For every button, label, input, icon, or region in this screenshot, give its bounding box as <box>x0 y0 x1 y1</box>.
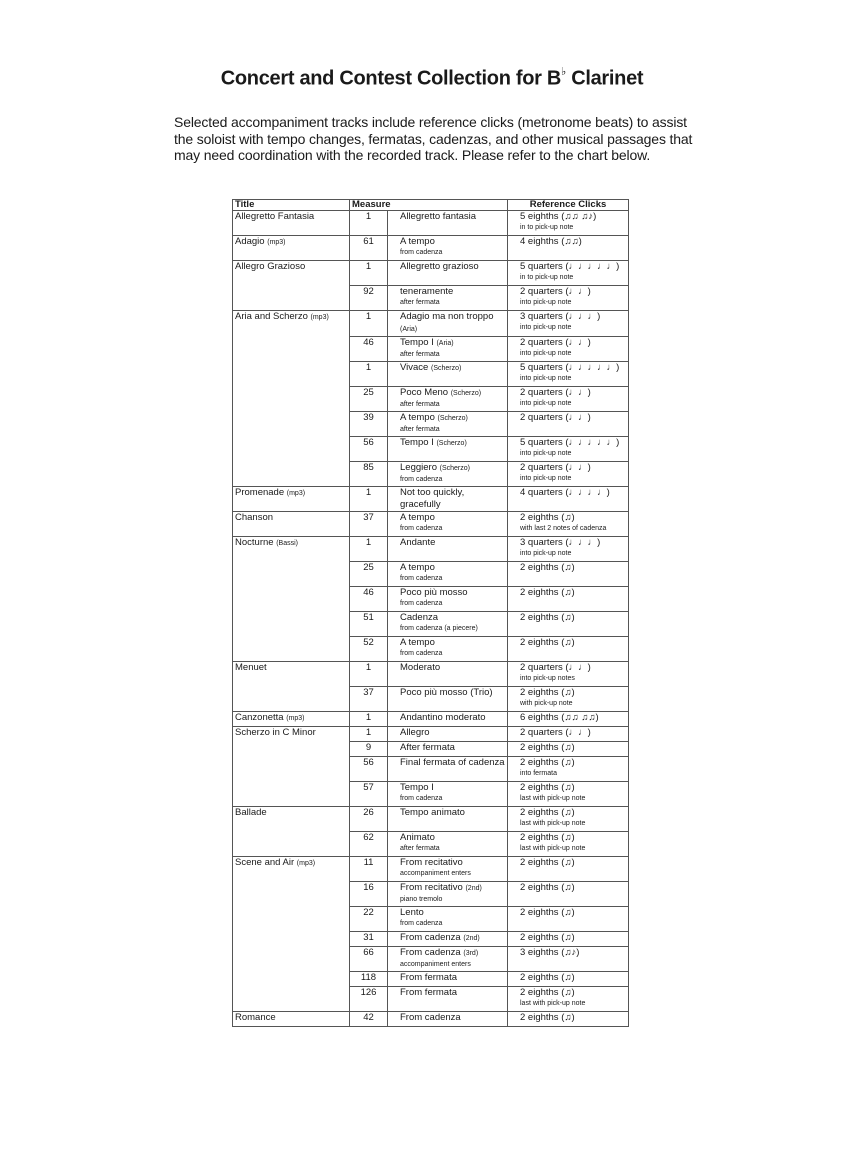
clicks-note: in to pick-up note <box>520 274 574 281</box>
clicks-note: last with pick-up note <box>520 845 586 852</box>
clicks-note: last with pick-up note <box>520 795 586 802</box>
passage-text: Andante <box>400 537 436 548</box>
passage-note: from cadenza <box>400 575 443 582</box>
reference-clicks-cell <box>508 387 629 412</box>
reference-clicks-cell <box>508 907 629 932</box>
passage-text: Not too quickly, gracefully <box>400 487 465 510</box>
reference-clicks-cell <box>508 512 629 537</box>
passage-text: A tempo <box>400 562 435 573</box>
table-row <box>233 857 629 882</box>
passage-cell <box>388 612 508 637</box>
measure-number: 1 <box>350 487 388 512</box>
piece-title <box>233 512 350 537</box>
clicks-text: 2 eighths (♫) <box>520 972 575 983</box>
clicks-note: into pick-up note <box>520 375 572 382</box>
reference-clicks-cell <box>508 537 629 562</box>
measure-number: 16 <box>350 882 388 907</box>
passage-text: Poco più mosso (Trio) <box>400 687 493 698</box>
passage-text: A tempo <box>400 236 435 247</box>
passage-tag: (2nd) <box>465 885 482 892</box>
clicks-note: last with pick-up note <box>520 820 586 827</box>
clicks-text: 2 quarters (♩♩) <box>520 286 591 297</box>
passage-text: Poco più mosso <box>400 587 468 598</box>
piece-title-text: Romance <box>235 1012 276 1023</box>
measure-number: 37 <box>350 512 388 537</box>
table-row <box>233 537 629 562</box>
reference-clicks-cell <box>508 782 629 807</box>
clicks-text: 2 eighths (♫) <box>520 757 575 768</box>
measure-number: 1 <box>350 211 388 236</box>
passage-text: Poco Meno <box>400 387 449 398</box>
passage-cell <box>388 932 508 947</box>
clicks-text: 2 quarters (♩♩) <box>520 387 591 398</box>
measure-number: 39 <box>350 412 388 437</box>
reference-clicks-cell <box>508 362 629 387</box>
piece-tag: (mp3) <box>267 239 286 246</box>
measure-number: 51 <box>350 612 388 637</box>
clicks-text: 2 eighths (♫) <box>520 857 575 868</box>
passage-text: Tempo I <box>400 437 434 448</box>
measure-number: 1 <box>350 662 388 687</box>
passage-cell <box>388 362 508 387</box>
passage-tag: (2nd) <box>463 935 480 942</box>
piece-title <box>233 857 350 1012</box>
clicks-text: 2 eighths (♫) <box>520 512 575 523</box>
passage-note: after fermata <box>400 351 440 358</box>
clicks-note: with last 2 notes of cadenza <box>520 525 607 532</box>
passage-text: Allegro <box>400 727 430 738</box>
passage-text: Lento <box>400 907 424 918</box>
passage-note: accompaniment enters <box>400 961 471 968</box>
passage-text: Adagio ma non troppo <box>400 311 494 322</box>
passage-text: Tempo I <box>400 337 434 348</box>
passage-cell <box>388 337 508 362</box>
header-reference-clicks: Reference Clicks <box>508 200 629 211</box>
piece-title <box>233 211 350 236</box>
passage-text: A tempo <box>400 637 435 648</box>
passage-cell <box>388 286 508 311</box>
measure-number: 31 <box>350 932 388 947</box>
clicks-text: 2 eighths (♫) <box>520 637 575 648</box>
passage-cell <box>388 261 508 286</box>
passage-text: From fermata <box>400 987 458 998</box>
reference-clicks-cell <box>508 757 629 782</box>
clicks-text: 6 eighths (♫♫ ♫♫) <box>520 712 599 723</box>
reference-clicks-cell <box>508 612 629 637</box>
clicks-note: into fermata <box>520 770 557 777</box>
clicks-text: 2 eighths (♫) <box>520 987 575 998</box>
clicks-text: 2 quarters (♩♩) <box>520 727 591 738</box>
clicks-text: 2 eighths (♫) <box>520 907 575 918</box>
reference-clicks-cell <box>508 587 629 612</box>
passage-text: From cadenza <box>400 1012 461 1023</box>
passage-note: from cadenza <box>400 476 443 483</box>
passage-tag: (Scherzo) <box>430 365 462 372</box>
passage-tag: (Aria) <box>400 326 418 333</box>
passage-tag: (Aria) <box>436 340 454 347</box>
passage-cell <box>388 757 508 782</box>
passage-note: piano tremolo <box>400 896 443 903</box>
reference-clicks-cell <box>508 987 629 1012</box>
passage-note: after fermata <box>400 845 440 852</box>
measure-number: 11 <box>350 857 388 882</box>
clicks-note: into pick-up note <box>520 324 572 331</box>
table-row <box>233 807 629 832</box>
clicks-text: 5 quarters (♩♩♩♩♩) <box>520 437 620 448</box>
passage-text: Vivace <box>400 362 429 373</box>
passage-note: from cadenza <box>400 600 443 607</box>
table-row <box>233 727 629 742</box>
reference-clicks-cell <box>508 562 629 587</box>
table-row <box>233 662 629 687</box>
clicks-text: 2 eighths (♫) <box>520 687 575 698</box>
clicks-note: last with pick-up note <box>520 1000 586 1007</box>
passage-cell <box>388 972 508 987</box>
passage-cell <box>388 236 508 261</box>
reference-clicks-cell <box>508 857 629 882</box>
passage-cell <box>388 832 508 857</box>
reference-clicks-cell <box>508 972 629 987</box>
measure-number: 62 <box>350 832 388 857</box>
clicks-text: 4 quarters (♩♩♩♩) <box>520 487 610 498</box>
intro-paragraph: Selected accompaniment tracks include reference clicks (metronome beats) to assist the soloist with tempo changes, fermatas, cadenzas, and other musical passages that may need coordination with the recorded track. Please refer to the chart below. <box>174 114 693 163</box>
measure-number: 1 <box>350 362 388 387</box>
passage-note: from cadenza <box>400 249 443 256</box>
passage-cell <box>388 1012 508 1027</box>
piece-title-text: Ballade <box>235 807 267 818</box>
clicks-note: with pick-up note <box>520 700 573 707</box>
passage-note: after fermata <box>400 401 440 408</box>
passage-text: Andantino moderato <box>400 712 486 723</box>
passage-cell <box>388 512 508 537</box>
clicks-text: 2 eighths (♫) <box>520 807 575 818</box>
measure-number: 46 <box>350 587 388 612</box>
passage-tag: (3rd) <box>463 950 479 957</box>
passage-text: A tempo <box>400 412 435 423</box>
passage-tag: (Scherzo) <box>436 440 467 447</box>
passage-note: from cadenza <box>400 795 443 802</box>
passage-cell <box>388 462 508 487</box>
measure-number: 1 <box>350 537 388 562</box>
reference-clicks-cell <box>508 462 629 487</box>
clicks-text: 5 quarters (♩♩♩♩♩) <box>520 362 620 373</box>
passage-cell <box>388 562 508 587</box>
flat-symbol: ♭ <box>561 66 566 78</box>
table-body <box>233 211 629 1027</box>
measure-number: 92 <box>350 286 388 311</box>
clicks-text: 2 eighths (♫) <box>520 882 575 893</box>
reference-clicks-cell <box>508 742 629 757</box>
passage-text: From cadenza <box>400 932 461 943</box>
passage-text: From recitativo <box>400 857 463 868</box>
passage-cell <box>388 311 508 337</box>
clicks-text: 2 quarters (♩♩) <box>520 412 591 423</box>
reference-clicks-cell <box>508 932 629 947</box>
reference-clicks-cell <box>508 437 629 462</box>
measure-number: 66 <box>350 947 388 972</box>
measure-number: 1 <box>350 311 388 337</box>
reference-clicks-cell <box>508 712 629 727</box>
reference-clicks-cell <box>508 687 629 712</box>
measure-number: 56 <box>350 437 388 462</box>
piece-title-text: Chanson <box>235 512 274 523</box>
table-row <box>233 1012 629 1027</box>
clicks-text: 2 quarters (♩♩) <box>520 662 591 673</box>
passage-text: Animato <box>400 832 435 843</box>
passage-note: after fermata <box>400 426 440 433</box>
reference-clicks-cell <box>508 832 629 857</box>
clicks-note: into pick-up note <box>520 400 572 407</box>
passage-text: teneramente <box>400 286 454 297</box>
measure-number: 1 <box>350 727 388 742</box>
piece-title-text: Menuet <box>235 662 267 673</box>
piece-title-text: Aria and Scherzo <box>235 311 308 322</box>
measure-number: 26 <box>350 807 388 832</box>
header-title: Title <box>233 200 350 211</box>
passage-cell <box>388 637 508 662</box>
passage-note: from cadenza <box>400 650 443 657</box>
passage-text: From fermata <box>400 972 458 983</box>
passage-cell <box>388 487 508 512</box>
passage-cell <box>388 687 508 712</box>
reference-clicks-cell <box>508 261 629 286</box>
measure-number: 9 <box>350 742 388 757</box>
piece-title <box>233 487 350 512</box>
clicks-note: in to pick-up note <box>520 224 574 231</box>
table-row <box>233 487 629 512</box>
reference-clicks-cell <box>508 286 629 311</box>
passage-text: Tempo animato <box>400 807 465 818</box>
clicks-note: into pick-up note <box>520 450 572 457</box>
measure-number: 1 <box>350 261 388 286</box>
passage-text: Allegretto grazioso <box>400 261 479 272</box>
passage-cell <box>388 907 508 932</box>
passage-cell <box>388 782 508 807</box>
passage-text: After fermata <box>400 742 455 753</box>
reference-clicks-cell <box>508 882 629 907</box>
measure-number: 25 <box>350 387 388 412</box>
reference-clicks-cell <box>508 311 629 337</box>
piece-title <box>233 662 350 712</box>
passage-text: Tempo I <box>400 782 434 793</box>
clicks-text: 2 eighths (♫) <box>520 1012 575 1023</box>
passage-cell <box>388 742 508 757</box>
piece-title <box>233 311 350 487</box>
piece-title <box>233 712 350 727</box>
reference-clicks-cell <box>508 337 629 362</box>
measure-number: 57 <box>350 782 388 807</box>
reference-clicks-cell <box>508 412 629 437</box>
reference-clicks-cell <box>508 727 629 742</box>
table-row <box>233 512 629 537</box>
piece-title-text: Scene and Air <box>235 857 295 868</box>
piece-title <box>233 537 350 662</box>
piece-tag: (mp3) <box>310 314 329 321</box>
passage-text: Moderato <box>400 662 441 673</box>
measure-number: 42 <box>350 1012 388 1027</box>
table-row <box>233 261 629 286</box>
clicks-text: 2 eighths (♫) <box>520 587 575 598</box>
clicks-note: into pick-up note <box>520 550 572 557</box>
page-title: Concert and Contest Collection for B♭ Clarinet <box>220 66 644 90</box>
reference-clicks-cell <box>508 1012 629 1027</box>
clicks-text: 3 quarters (♩♩♩) <box>520 311 601 322</box>
table-header-row <box>233 200 629 211</box>
measure-number: 46 <box>350 337 388 362</box>
piece-tag: (Bassi) <box>276 540 298 547</box>
passage-cell <box>388 947 508 972</box>
clicks-note: into pick-up notes <box>520 675 575 682</box>
passage-tag: (Scherzo) <box>450 390 482 397</box>
table-row <box>233 311 629 337</box>
passage-cell <box>388 987 508 1012</box>
clicks-note: into pick-up note <box>520 299 572 306</box>
passage-note: from cadenza <box>400 920 443 927</box>
table-row <box>233 211 629 236</box>
passage-text: Cadenza <box>400 612 439 623</box>
passage-text: Allegretto fantasia <box>400 211 477 222</box>
passage-cell <box>388 882 508 907</box>
measure-number: 52 <box>350 637 388 662</box>
reference-clicks-cell <box>508 662 629 687</box>
passage-tag: (Scherzo) <box>437 415 468 422</box>
measure-number: 22 <box>350 907 388 932</box>
clicks-text: 2 eighths (♫) <box>520 932 575 943</box>
clicks-text: 3 eighths (♫♪) <box>520 947 580 958</box>
piece-title <box>233 727 350 807</box>
passage-note: after fermata <box>400 299 440 306</box>
clicks-text: 4 eighths (♫♫) <box>520 236 582 247</box>
passage-text: Final fermata of cadenza <box>400 757 505 768</box>
piece-title-text: Scherzo in C Minor <box>235 727 316 738</box>
clicks-note: into pick-up note <box>520 350 572 357</box>
passage-cell <box>388 587 508 612</box>
measure-number: 1 <box>350 712 388 727</box>
piece-tag: (mp3) <box>286 490 306 497</box>
passage-cell <box>388 712 508 727</box>
table-row <box>233 236 629 261</box>
passage-note: from cadenza <box>400 525 443 532</box>
passage-note: accompaniment enters <box>400 870 471 877</box>
measure-number: 85 <box>350 462 388 487</box>
measure-number: 25 <box>350 562 388 587</box>
clicks-text: 2 eighths (♫) <box>520 612 575 623</box>
clicks-text: 2 quarters (♩♩) <box>520 337 591 348</box>
reference-clicks-cell <box>508 211 629 236</box>
measure-number: 126 <box>350 987 388 1012</box>
clicks-text: 2 eighths (♫) <box>520 782 575 793</box>
reference-clicks-table <box>232 199 629 1027</box>
piece-title <box>233 236 350 261</box>
header-measure: Measure <box>350 200 508 211</box>
passage-text: A tempo <box>400 512 435 523</box>
passage-cell <box>388 727 508 742</box>
passage-text: From cadenza <box>400 947 461 958</box>
clicks-text: 2 eighths (♫) <box>520 832 575 843</box>
piece-tag: (mp3) <box>286 715 305 722</box>
measure-number: 37 <box>350 687 388 712</box>
passage-cell <box>388 211 508 236</box>
measure-number: 118 <box>350 972 388 987</box>
piece-title-text: Adagio <box>235 236 265 247</box>
piece-tag: (mp3) <box>296 860 316 867</box>
clicks-text: 3 quarters (♩♩♩) <box>520 537 601 548</box>
clicks-note: into pick-up note <box>520 475 572 482</box>
clicks-text: 5 quarters (♩♩♩♩♩) <box>520 261 620 272</box>
piece-title <box>233 807 350 857</box>
passage-text: Leggiero <box>400 462 437 473</box>
clicks-text: 2 quarters (♩♩) <box>520 462 591 473</box>
piece-title <box>233 261 350 311</box>
passage-cell <box>388 387 508 412</box>
reference-clicks-cell <box>508 807 629 832</box>
reference-clicks-cell <box>508 947 629 972</box>
piece-title-text: Allegro Grazioso <box>235 261 306 272</box>
passage-cell <box>388 537 508 562</box>
passage-cell <box>388 412 508 437</box>
table-row <box>233 712 629 727</box>
clicks-text: 2 eighths (♫) <box>520 742 575 753</box>
piece-title-text: Allegretto Fantasia <box>235 211 315 222</box>
passage-note: from cadenza (a piecere) <box>400 625 478 632</box>
clicks-text: 2 eighths (♫) <box>520 562 575 573</box>
piece-title <box>233 1012 350 1027</box>
piece-title-text: Canzonetta <box>235 712 284 723</box>
passage-tag: (Scherzo) <box>439 465 470 472</box>
reference-clicks-cell <box>508 236 629 261</box>
passage-text: From recitativo <box>400 882 463 893</box>
measure-number: 61 <box>350 236 388 261</box>
piece-title-text: Promenade <box>235 487 285 498</box>
piece-title-text: Nocturne <box>235 537 274 548</box>
passage-cell <box>388 437 508 462</box>
passage-cell <box>388 807 508 832</box>
passage-cell <box>388 662 508 687</box>
passage-cell <box>388 857 508 882</box>
reference-clicks-cell <box>508 637 629 662</box>
reference-clicks-cell <box>508 487 629 512</box>
measure-number: 56 <box>350 757 388 782</box>
clicks-text: 5 eighths (♫♫ ♫♪) <box>520 211 597 222</box>
